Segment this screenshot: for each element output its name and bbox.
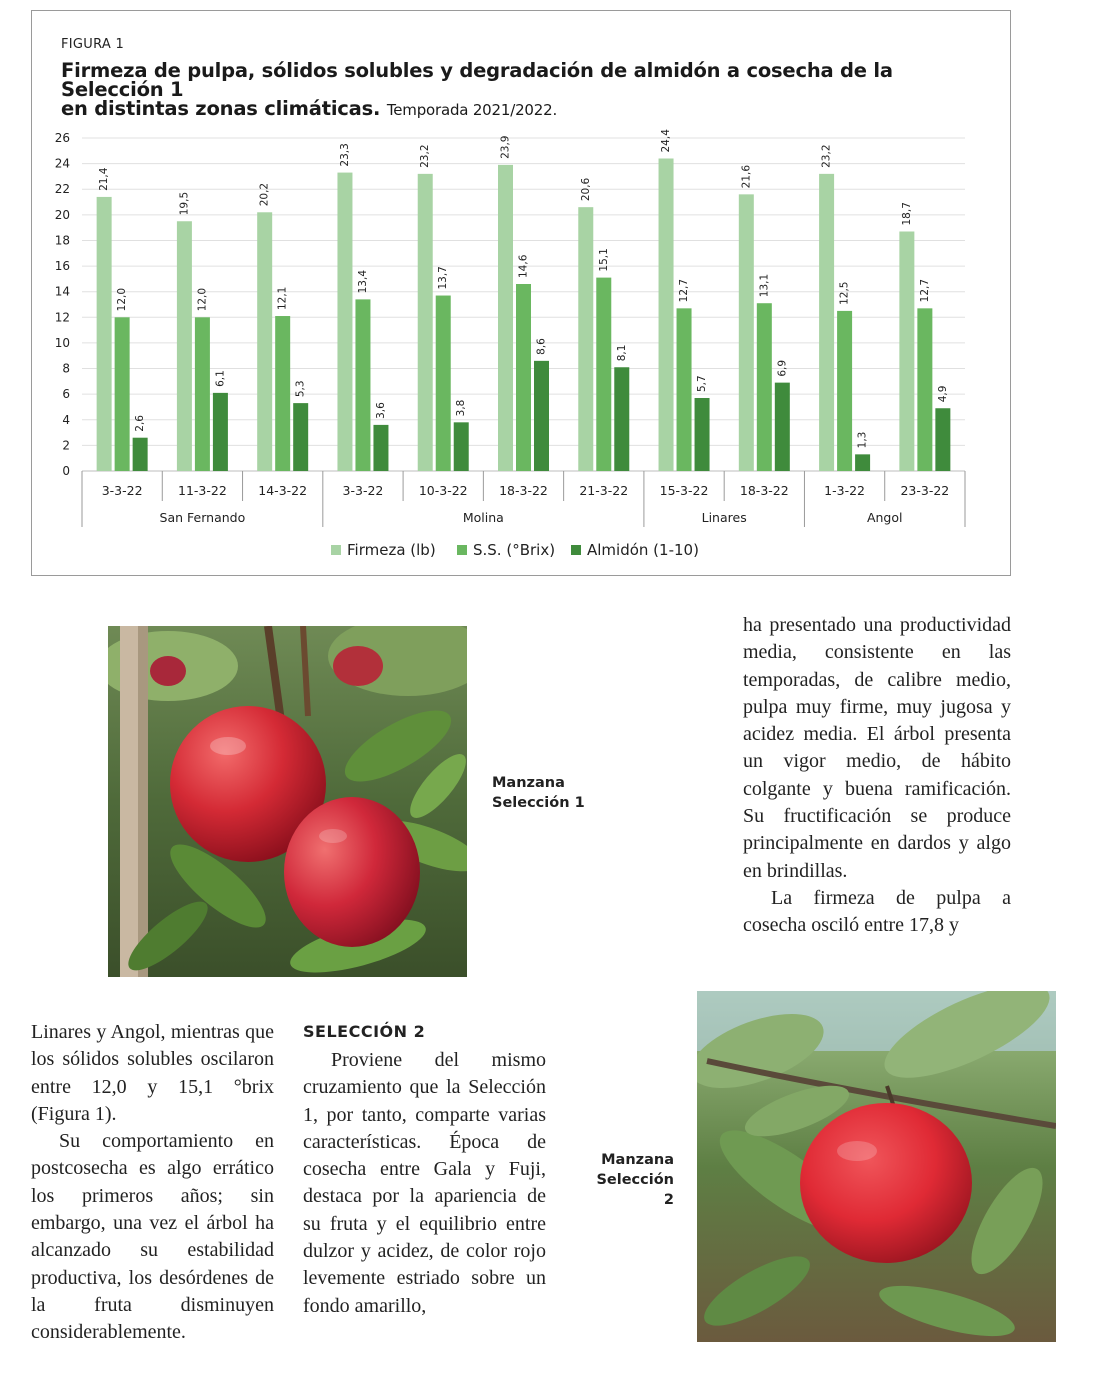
bar	[775, 383, 790, 471]
x-tick-label: 21-3-22	[579, 483, 629, 498]
bar	[695, 398, 710, 471]
group-label: Angol	[866, 510, 903, 525]
data-label: 12,7	[678, 278, 691, 303]
data-label: 6,1	[214, 370, 227, 387]
data-label: 5,7	[696, 375, 709, 392]
bar	[97, 197, 112, 471]
apple-selection-2-photo	[697, 991, 1056, 1342]
right-col-paragraph-2: La firmeza de pulpa a cosecha osciló entre 17,8 y	[743, 886, 1011, 937]
x-tick-label: 10-3-22	[418, 483, 468, 498]
bar	[935, 408, 950, 471]
legend-swatch	[331, 545, 341, 555]
data-label: 8,1	[615, 344, 628, 362]
data-label: 2,6	[134, 414, 147, 432]
data-label: 12,5	[838, 281, 851, 305]
bar	[498, 165, 513, 471]
data-label: 21,4	[98, 167, 111, 191]
apple-selection-2-caption: Manzana Selección 2	[596, 1152, 674, 1208]
legend-swatch	[571, 545, 581, 555]
data-label: 6,9	[776, 359, 789, 377]
data-label: 1,3	[856, 431, 869, 449]
data-label: 12,0	[116, 287, 129, 312]
y-tick-label: 2	[62, 438, 70, 453]
bar	[516, 284, 531, 471]
data-label: 18,7	[900, 202, 913, 226]
apple-selection-1-caption: Manzana Selección 1	[492, 775, 585, 811]
bar	[337, 173, 352, 471]
data-label: 15,1	[597, 248, 610, 272]
section-heading-seleccion-2: SELECCIÓN 2	[303, 1022, 426, 1041]
x-tick-label: 11-3-22	[178, 483, 227, 498]
bar	[677, 308, 692, 471]
legend-label: S.S. (°Brix)	[473, 541, 556, 559]
y-tick-label: 14	[54, 284, 70, 299]
data-label: 12,1	[276, 286, 289, 311]
bar	[177, 221, 192, 471]
figure-title-line2: en distintas zonas climáticas.	[61, 97, 381, 120]
bar	[837, 311, 852, 471]
bar	[115, 317, 130, 471]
data-label: 21,6	[740, 164, 753, 189]
data-label: 8,6	[535, 338, 548, 355]
x-tick-label: 14-3-22	[258, 483, 308, 498]
data-label: 4,9	[936, 385, 949, 403]
data-label: 12,0	[196, 287, 209, 312]
x-tick-label: 18-3-22	[499, 483, 548, 498]
bar	[213, 393, 228, 471]
bar	[596, 278, 611, 471]
bar	[373, 425, 388, 471]
y-tick-label: 26	[54, 131, 70, 145]
bar	[454, 422, 469, 471]
x-tick-label: 15-3-22	[659, 483, 709, 498]
data-label: 23,3	[338, 143, 351, 167]
bar	[757, 303, 772, 471]
y-tick-label: 18	[54, 233, 70, 248]
left-text-column	[31, 1019, 274, 1347]
bar	[257, 212, 272, 471]
data-label: 20,6	[579, 177, 592, 202]
bar	[275, 316, 290, 471]
y-tick-label: 20	[54, 207, 70, 222]
y-tick-label: 16	[54, 259, 70, 274]
y-tick-label: 8	[62, 361, 70, 376]
bar	[133, 438, 148, 471]
data-label: 13,4	[356, 269, 369, 294]
data-label: 23,2	[419, 144, 432, 168]
left-col-paragraph-1: Linares y Angol, mientras que los sólidos solubles oscilaron entre 12,0 y 15,1 °brix (Figura 1).	[31, 1021, 274, 1125]
data-label: 3,6	[374, 402, 387, 419]
legend-label: Firmeza (lb)	[347, 541, 436, 559]
legend-label: Almidón (1-10)	[587, 541, 699, 559]
bar	[534, 361, 549, 471]
data-label: 20,2	[258, 182, 271, 207]
data-label: 24,4	[660, 129, 673, 153]
y-tick-label: 0	[62, 464, 70, 478]
right-text-column	[743, 612, 1011, 940]
bar	[355, 299, 370, 471]
data-label: 13,7	[437, 266, 450, 290]
data-label: 5,3	[294, 380, 307, 398]
x-tick-label: 3-3-22	[101, 483, 143, 498]
x-tick-label: 1-3-22	[824, 483, 866, 498]
bar-chart	[31, 10, 1011, 576]
y-tick-label: 10	[54, 335, 70, 350]
figure-season: Temporada 2021/2022.	[386, 101, 558, 119]
bar	[659, 158, 674, 471]
bar	[418, 174, 433, 471]
legend-swatch	[457, 545, 467, 555]
group-label: San Fernando	[159, 510, 246, 525]
bar	[436, 296, 451, 471]
bar	[293, 403, 308, 471]
bar	[899, 231, 914, 471]
bar	[739, 194, 754, 471]
figure-title-line1: Firmeza de pulpa, sólidos solubles y degradación de almidón a cosecha de la Selección 1	[61, 59, 893, 101]
data-label: 13,1	[758, 273, 771, 298]
y-tick-label: 4	[62, 412, 70, 427]
data-label: 23,2	[820, 144, 833, 168]
left-col-paragraph-2: Su comportamiento en postcosecha es algo errático los primeros años; sin embargo, una vez el árbol ha alcanzado su estabilidad productiva, los desórdenes de la fruta disminuyen considerablemente.	[31, 1130, 274, 1344]
bar	[855, 454, 870, 471]
x-tick-label: 23-3-22	[900, 483, 950, 498]
middle-col-paragraph-1: Proviene del mismo cruzamiento que la Selección 1, por tanto, comparte varias características. Época de cosecha entre Gala y Fuji, destaca por la apariencia de su fruta y el equilibrio entre dulzor y acidez, de color rojo levemente estriado sobre un fondo amarillo,	[303, 1049, 546, 1317]
figure-label: FIGURA 1	[61, 37, 125, 52]
y-tick-label: 22	[54, 182, 70, 197]
y-tick-label: 12	[54, 310, 70, 325]
x-tick-label: 18-3-22	[739, 483, 789, 498]
bar	[195, 317, 210, 471]
bar	[819, 174, 834, 471]
data-label: 23,9	[499, 135, 512, 159]
group-label: Molina	[462, 510, 504, 525]
data-label: 19,5	[178, 191, 191, 216]
right-col-paragraph-1: ha presentado una productividad media, consistente en las temporadas, de calibre medio, pulpa muy firme, muy jugosa y acidez media. El árbol presenta un vigor medio, de hábito colgante y buena ramificación. Su fructificación se produce principalmente en dardos y algo en brindillas.	[743, 614, 1011, 882]
x-tick-label: 3-3-22	[342, 483, 384, 498]
bar	[614, 367, 629, 471]
data-label: 3,8	[455, 399, 468, 417]
apple-selection-1-photo	[108, 626, 467, 977]
bar	[578, 207, 593, 471]
y-tick-label: 24	[54, 156, 70, 171]
middle-text-column	[303, 1021, 546, 1320]
data-label: 14,6	[517, 254, 530, 279]
bar	[917, 308, 932, 471]
data-label: 12,7	[918, 278, 931, 303]
y-tick-label: 6	[62, 387, 70, 402]
group-label: Linares	[701, 510, 747, 525]
